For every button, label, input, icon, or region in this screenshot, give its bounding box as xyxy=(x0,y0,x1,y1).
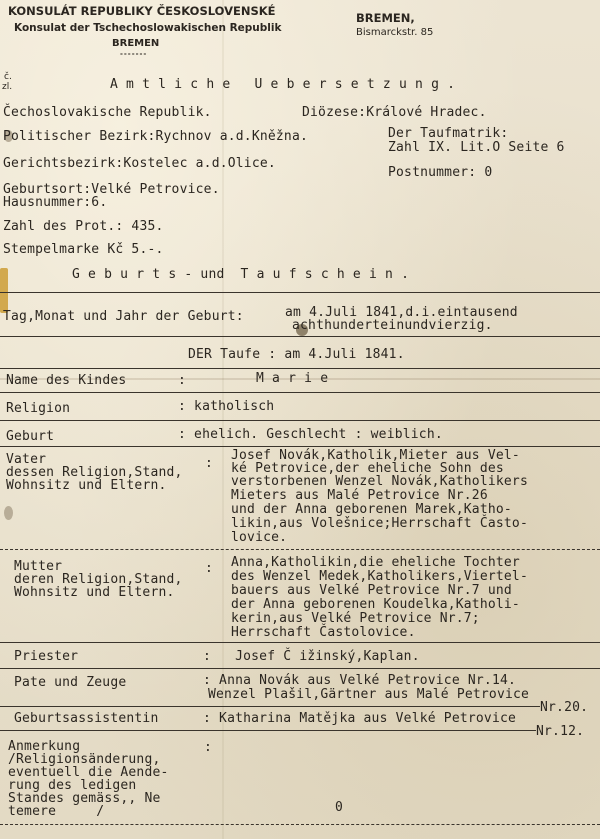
protocol-number-line: Zahl des Prot.: 435. xyxy=(3,219,164,234)
separator-rule xyxy=(0,642,600,643)
mother-details: des Wenzel Medek,Katholikers,Viertel- xyxy=(231,569,528,584)
court-district-line: Gerichtsbezirk:Kostelec a.d.Olice. xyxy=(3,156,276,171)
father-details: Josef Novák,Katholik,Mieter aus Vel- xyxy=(231,448,520,463)
mother-details: der Anna geborenen Koudelka,Katholi- xyxy=(231,597,520,612)
document-title: G e b u r t s - und T a u f s c h e i n . xyxy=(72,267,410,282)
consulate-name-german: Konsulat der Tschechoslowakischen Republik xyxy=(14,22,282,34)
mother-colon: : xyxy=(205,561,214,576)
punch-hole xyxy=(4,506,13,520)
father-details: lovice. xyxy=(231,530,288,545)
father-details: ké Petrovice,der eheliche Sohn des xyxy=(231,461,504,476)
religion-label: Religion xyxy=(6,401,71,416)
religion-value: : katholisch xyxy=(178,399,275,414)
mother-details: kerin,aus Velké Petrovice Nr.7; xyxy=(231,611,480,626)
mother-details: bauers aus Velké Petrovice Nr.7 und xyxy=(231,583,512,598)
note-colon: : xyxy=(204,740,213,755)
margin-zl-label: zl. xyxy=(2,82,13,92)
father-colon: : xyxy=(205,456,214,471)
note-value: 0 xyxy=(335,800,344,815)
father-label: dessen Religion,Stand, xyxy=(6,465,183,480)
father-label: Wohnsitz und Eltern. xyxy=(6,478,167,493)
separator-rule xyxy=(0,420,600,421)
priest-label: Priester xyxy=(14,649,79,664)
separator-rule xyxy=(0,392,600,393)
father-details: likin,aus Volešnice;Herrschaft Častо- xyxy=(231,516,528,531)
legitimacy-label: Geburt xyxy=(6,429,55,444)
register-line-1: Der Taufmatrik: xyxy=(388,126,509,141)
birth-date-words: achthunderteinundvierzig. xyxy=(292,318,493,333)
birth-date-value: am 4.Juli 1841,d.i.eintausend xyxy=(285,305,518,320)
separator-rule xyxy=(0,549,600,550)
separator-rule xyxy=(0,368,600,369)
godparent-details: Wenzel Plašil,Gärtner aus Malé Petrovice xyxy=(208,687,530,702)
note-label: /Religionsänderung, xyxy=(8,752,161,767)
note-label: temere / xyxy=(8,804,105,819)
mother-label: Mutter xyxy=(14,559,63,574)
mother-label: deren Religion,Stand, xyxy=(14,572,183,587)
baptism-date: DER Taufe : am 4.Juli 1841. xyxy=(188,347,405,362)
mother-details: Herrschaft Častolovice. xyxy=(231,625,416,640)
political-district-line: Politischer Bezirk:Rychnov a.d.Kněžna. xyxy=(3,129,309,144)
godparent-label: Pate und Zeuge xyxy=(14,675,127,690)
legitimacy-sex-value: : ehelich. Geschlecht : weiblich. xyxy=(178,427,443,442)
child-name-colon: : xyxy=(178,373,187,388)
republic-line: Čechoslovakische Republik. xyxy=(3,105,212,120)
priest-value: : Josef Č ižinský,Kaplan. xyxy=(203,649,420,664)
father-details: Mieters aus Malé Petrovice Nr.26 xyxy=(231,488,488,503)
midwife-value: : Katharina Matějka aus Velké Petrovice xyxy=(203,711,517,726)
stamp-duty-line: Stempelmarke Kč 5.-. xyxy=(3,242,164,257)
diocese-line: Diözese:Králové Hradec. xyxy=(302,105,487,120)
separator-rule xyxy=(0,336,600,337)
father-label: Vater xyxy=(6,452,47,467)
separator-rule xyxy=(0,446,600,447)
consulate-name-czech: KONSULÁT REPUBLIKY ČESKOSLOVENSKÉ xyxy=(8,4,276,18)
child-name-label: Name des Kindes xyxy=(6,373,127,388)
staple-mark xyxy=(0,268,8,313)
separator-rule xyxy=(0,292,600,293)
mother-details: Anna,Katholikin,die eheliche Tochter xyxy=(231,555,520,570)
consulate-city: BREMEN xyxy=(112,38,160,49)
letterhead-rule: ------- xyxy=(120,50,148,58)
register-line-2: Zahl IX. Lit.O Seite 6 xyxy=(388,140,565,155)
note-label: Standes gemäss,, Ne xyxy=(8,791,161,806)
godparent-details: Nr.20. xyxy=(540,700,589,715)
margin-number-label: č. xyxy=(4,72,12,82)
separator-rule xyxy=(0,730,536,731)
birthplace-line: Geburtsort:Velké Petrovice. xyxy=(3,182,220,197)
postnummer-line: Postnummer: 0 xyxy=(388,165,493,180)
official-translation-title: A m t l i c h e U e b e r s e t z u n g . xyxy=(110,77,456,92)
birth-date-label: Tag,Monat und Jahr der Geburt: xyxy=(3,309,244,324)
note-label: eventuell die Aende- xyxy=(8,765,169,780)
house-number-line: Hausnummer:6. xyxy=(3,195,108,210)
note-label: rung des ledigen xyxy=(8,778,137,793)
separator-rule xyxy=(0,668,600,669)
father-details: verstorbenen Wenzel Novák,Katholikers xyxy=(231,474,528,489)
separator-rule xyxy=(0,824,600,825)
godparent-details: : Anna Novák aus Velké Petrovice Nr.14. xyxy=(203,673,517,688)
note-label: Anmerkung xyxy=(8,739,81,754)
consulate-address-street: Bismarckstr. 85 xyxy=(356,27,434,38)
mother-label: Wohnsitz und Eltern. xyxy=(14,585,175,600)
separator-rule xyxy=(0,706,540,707)
midwife-label: Geburtsassistentin xyxy=(14,711,159,726)
consulate-address-city: BREMEN, xyxy=(356,11,415,25)
midwife-value: Nr.12. xyxy=(536,724,585,739)
child-name-value: M a r i e xyxy=(256,371,329,386)
father-details: und der Anna geborenen Marek,Katho- xyxy=(231,502,512,517)
